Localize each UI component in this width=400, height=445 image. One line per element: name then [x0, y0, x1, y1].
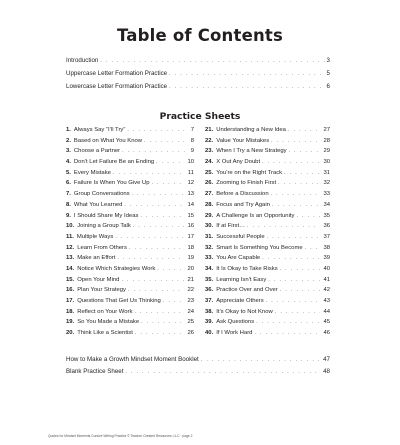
practice-sheet-page: 34 — [323, 201, 330, 208]
dot-leader — [144, 138, 188, 144]
practice-sheet-page: 39 — [323, 255, 330, 262]
dot-leader — [135, 330, 185, 336]
practice-sheet-label: Value Your Mistakes — [216, 137, 270, 144]
practice-sheet-entry[interactable] — [66, 277, 194, 288]
practice-sheet-entry[interactable] — [205, 287, 330, 298]
practice-sheet-page: 45 — [323, 319, 330, 326]
dot-leader — [305, 245, 321, 251]
practice-sheet-page: 20 — [187, 265, 194, 272]
practice-sheet-number: 25. — [205, 169, 214, 176]
practice-sheet-number: 33. — [205, 255, 214, 262]
practice-sheet-entry[interactable] — [66, 213, 194, 224]
practice-sheet-label: I Should Share My Ideas — [73, 212, 139, 219]
practice-sheet-label: It’s Okay to Not Know — [216, 308, 273, 315]
practice-sheets-right-column — [205, 127, 330, 341]
practice-sheet-entry[interactable] — [205, 266, 330, 277]
practice-sheet-entry[interactable] — [66, 309, 194, 320]
practice-sheet-number: 3. — [66, 148, 71, 155]
practice-sheet-page: 17 — [187, 233, 194, 240]
practice-sheet-number: 2. — [66, 137, 71, 144]
practice-sheet-page: 13 — [187, 191, 194, 198]
practice-sheet-number: 17. — [66, 298, 75, 304]
dot-leader — [280, 266, 321, 272]
practice-sheet-page: 12 — [187, 180, 194, 187]
practice-sheet-number: 19. — [66, 319, 75, 326]
practice-sheet-entry[interactable] — [205, 159, 330, 170]
practice-sheet-entry[interactable] — [205, 319, 330, 330]
toc-entry-label: Lowercase Letter Formation Practice — [66, 83, 168, 91]
practice-sheet-page: 15 — [187, 212, 194, 219]
practice-sheet-entry[interactable] — [205, 191, 330, 202]
practice-sheet-number: 20. — [66, 330, 75, 337]
practice-sheet-label: Zooming to Finish First — [216, 180, 277, 187]
practice-sheet-entry[interactable] — [66, 148, 194, 159]
practice-sheet-page: 46 — [323, 330, 330, 337]
practice-sheet-label: Before a Discussion — [216, 191, 269, 198]
practice-sheet-page: 31 — [323, 169, 330, 176]
dot-leader — [268, 277, 320, 283]
practice-sheet-number: 30. — [205, 223, 214, 230]
toc-entry[interactable] — [66, 356, 330, 368]
practice-sheet-number: 22. — [205, 137, 214, 144]
dot-leader — [296, 213, 320, 219]
practice-sheet-number: 16. — [66, 287, 75, 294]
toc-entry-page: 47 — [323, 356, 330, 363]
practice-sheet-label: If I Work Hard — [216, 330, 253, 337]
practice-sheet-page: 14 — [187, 201, 194, 208]
toc-entry-page: 48 — [323, 368, 330, 376]
practice-sheets-left-column — [66, 127, 194, 341]
practice-sheet-label: Group Conversations — [73, 191, 130, 198]
practice-sheet-page: 41 — [323, 276, 330, 283]
practice-sheet-number: 4. — [66, 159, 71, 166]
practice-sheet-label: Always Say “I’ll Try” — [73, 127, 126, 133]
dot-leader — [129, 245, 184, 251]
practice-sheet-entry[interactable] — [66, 330, 194, 341]
practice-sheet-entry[interactable] — [205, 255, 330, 266]
dot-leader — [254, 330, 320, 336]
dot-leader — [266, 298, 321, 304]
practice-sheet-number: 34. — [205, 265, 214, 272]
practice-sheet-label: Multiple Ways — [76, 233, 114, 240]
practice-sheet-entry[interactable] — [205, 309, 330, 320]
dot-leader — [271, 191, 321, 197]
toc-entry-label: Blank Practice Sheet — [66, 368, 124, 376]
practice-sheet-page: 19 — [187, 255, 194, 262]
practice-sheet-page: 35 — [323, 212, 330, 219]
toc-entry-page: 5 — [326, 70, 330, 78]
practice-sheet-label: Make an Effort — [77, 255, 116, 262]
practice-sheet-number: 12. — [66, 244, 75, 251]
practice-sheet-number: 8. — [66, 201, 71, 208]
dot-leader — [201, 357, 321, 363]
dot-leader — [288, 127, 320, 133]
practice-sheet-label: Understanding a New Idea — [216, 127, 286, 133]
toc-entry-page: 6 — [326, 83, 330, 91]
practice-sheet-number: 29. — [205, 212, 214, 219]
dot-leader — [140, 213, 184, 219]
practice-sheet-number: 35. — [205, 276, 214, 283]
practice-sheet-page: 18 — [187, 244, 194, 251]
practice-sheet-entry[interactable] — [66, 191, 194, 202]
practice-sheet-entry[interactable] — [205, 277, 330, 288]
practice-sheet-page: 44 — [323, 308, 330, 315]
practice-sheet-label: Questions That Get Us Thinking — [77, 298, 161, 304]
toc-entry[interactable] — [66, 83, 330, 96]
practice-sheet-label: Reflect on Your Work — [77, 308, 133, 315]
dot-leader — [156, 159, 184, 165]
practice-sheet-label: A Challenge Is an Opportunity — [216, 212, 295, 219]
dot-leader — [247, 223, 320, 229]
dot-leader — [289, 148, 321, 154]
practice-sheet-label: Smart Is Something You Become — [216, 244, 303, 251]
practice-sheet-number: 10. — [66, 223, 75, 230]
dot-leader — [121, 277, 184, 283]
practice-sheet-entry[interactable] — [205, 223, 330, 234]
practice-sheet-number: 23. — [205, 148, 214, 155]
end-contents-list — [66, 356, 330, 381]
practice-sheet-number: 24. — [205, 159, 214, 166]
intro-contents-list — [66, 57, 330, 97]
dot-leader — [152, 180, 185, 186]
practice-sheet-label: What You Learned — [73, 201, 123, 208]
practice-sheet-entry[interactable] — [205, 170, 330, 181]
practice-sheet-entry[interactable] — [66, 255, 194, 266]
practice-sheet-number: 18. — [66, 308, 75, 315]
dot-leader — [280, 287, 321, 293]
practice-sheet-label: Focus and Try Again — [216, 201, 270, 208]
practice-sheet-number: 27. — [205, 191, 214, 198]
dot-leader — [169, 71, 324, 77]
practice-sheet-number: 40. — [205, 330, 214, 337]
practice-sheet-label: When I Try a New Strategy — [216, 148, 287, 155]
practice-sheet-entry[interactable] — [66, 170, 194, 181]
practice-sheet-entry[interactable] — [66, 245, 194, 256]
practice-sheet-page: 23 — [187, 298, 194, 304]
practice-sheet-label: Practice Over and Over — [216, 287, 278, 294]
practice-sheet-entry[interactable] — [205, 245, 330, 256]
practice-sheet-entry[interactable] — [66, 298, 194, 309]
dot-leader — [124, 202, 184, 208]
practice-sheet-page: 40 — [323, 265, 330, 272]
dot-leader — [267, 234, 321, 240]
dot-leader — [115, 234, 184, 240]
dot-leader — [125, 369, 321, 375]
dot-leader — [163, 298, 185, 304]
practice-sheet-page: 21 — [187, 276, 194, 283]
practice-sheet-entry[interactable] — [66, 127, 194, 138]
practice-sheet-page: 9 — [190, 148, 194, 155]
practice-sheet-number: 26. — [205, 180, 214, 187]
practice-sheet-label: X Out Any Doubt — [216, 159, 261, 166]
practice-sheet-page: 33 — [323, 191, 330, 198]
practice-sheet-label: You’re on the Right Track — [216, 169, 283, 176]
practice-sheet-entry[interactable] — [66, 319, 194, 330]
practice-sheet-number: 11. — [66, 233, 74, 240]
practice-sheet-page: 22 — [187, 287, 194, 294]
practice-sheet-entry[interactable] — [66, 202, 194, 213]
practice-sheet-entry[interactable] — [205, 180, 330, 191]
practice-sheet-entry[interactable] — [205, 148, 330, 159]
dot-leader — [122, 148, 188, 154]
practice-sheet-entry[interactable] — [205, 213, 330, 224]
dot-leader — [133, 223, 185, 229]
practice-sheet-page: 25 — [187, 319, 194, 326]
practice-sheet-entry[interactable] — [66, 223, 194, 234]
practice-sheet-entry[interactable] — [205, 202, 330, 213]
practice-sheet-entry[interactable] — [205, 298, 330, 309]
practice-sheet-entry[interactable] — [66, 159, 194, 170]
practice-sheet-number: 1. — [66, 127, 71, 133]
practice-sheet-label: Based on What You Know — [73, 137, 143, 144]
practice-sheet-label: Think Like a Scientist — [77, 330, 133, 337]
practice-sheet-label: Choose a Partner — [73, 148, 121, 155]
dot-leader — [134, 309, 184, 315]
dot-leader — [278, 180, 320, 186]
dot-leader — [262, 159, 320, 165]
practice-sheet-number: 37. — [205, 298, 214, 304]
practice-sheet-page: 8 — [190, 137, 194, 144]
practice-sheet-page: 28 — [323, 137, 330, 144]
toc-entry[interactable] — [66, 70, 330, 83]
toc-entry-label: Introduction — [66, 57, 99, 64]
practice-sheet-page: 11 — [187, 169, 194, 176]
toc-entry-label: Uppercase Letter Formation Practice — [66, 70, 168, 78]
practice-sheet-label: Plan Your Strategy — [77, 287, 126, 294]
dot-leader — [256, 319, 320, 325]
practice-sheet-page: 24 — [187, 308, 194, 315]
page-footer: Quotes for Mindset Moments Cursive Writing Practice © Teacher Created Resources, LLC · page 2 — [48, 434, 193, 438]
dot-leader — [127, 127, 187, 133]
practice-sheet-page: 42 — [323, 287, 330, 294]
practice-sheet-page: 32 — [323, 180, 330, 187]
practice-sheet-number: 9. — [66, 212, 71, 219]
practice-sheet-label: Failure Is When You Give Up — [73, 180, 150, 187]
dot-leader — [128, 287, 184, 293]
dot-leader — [272, 202, 321, 208]
dot-leader — [262, 255, 320, 261]
practice-sheet-label: Open Your Mind — [77, 276, 120, 283]
practice-sheet-number: 36. — [205, 287, 214, 294]
practice-sheet-page: 43 — [323, 298, 330, 304]
practice-sheet-entry[interactable] — [205, 138, 330, 149]
practice-sheet-number: 32. — [205, 244, 214, 251]
dot-leader — [284, 170, 320, 176]
dot-leader — [113, 170, 185, 176]
practice-sheet-page: 16 — [187, 223, 194, 230]
practice-sheet-label: You Are Capable — [216, 255, 261, 262]
dot-leader — [141, 319, 184, 325]
practice-sheet-number: 28. — [205, 201, 214, 208]
dot-leader — [117, 255, 184, 261]
practice-sheet-number: 13. — [66, 255, 75, 262]
practice-sheet-label: Ask Questions — [216, 319, 255, 326]
practice-sheet-page: 7 — [190, 127, 194, 133]
dot-leader — [100, 58, 324, 64]
practice-sheet-label: Joining a Group Talk — [77, 223, 131, 230]
practice-sheet-entry[interactable] — [66, 287, 194, 298]
practice-sheet-label: So You Made a Mistake — [77, 319, 140, 326]
practice-sheet-page: 27 — [323, 127, 330, 133]
practice-sheet-label: Learn From Others — [77, 244, 127, 251]
practice-sheet-page: 30 — [323, 159, 330, 166]
dot-leader — [169, 84, 324, 90]
dot-leader — [157, 266, 184, 272]
dot-leader — [275, 309, 321, 315]
toc-entry-page: 3 — [326, 57, 330, 64]
practice-sheet-number: 5. — [66, 169, 71, 176]
practice-sheet-number: 39. — [205, 319, 214, 326]
practice-sheet-number: 7. — [66, 191, 71, 198]
practice-sheet-number: 31. — [205, 233, 214, 240]
practice-sheet-entry[interactable] — [205, 330, 330, 341]
practice-sheet-entry[interactable] — [66, 266, 194, 277]
practice-sheet-page: 36 — [323, 223, 330, 230]
toc-entry[interactable] — [66, 57, 330, 70]
practice-sheet-page: 38 — [323, 244, 330, 251]
practice-sheet-entry[interactable] — [66, 138, 194, 149]
dot-leader — [132, 191, 185, 197]
practice-sheet-number: 15. — [66, 276, 75, 283]
page-title: Table of Contents — [116, 26, 284, 45]
practice-sheet-label: Every Mistake — [73, 169, 111, 176]
practice-sheets-heading: Practice Sheets — [159, 111, 241, 122]
practice-sheet-page: 10 — [187, 159, 194, 166]
practice-sheet-label: It Is Okay to Take Risks — [216, 265, 278, 272]
toc-entry-label: How to Make a Growth Mindset Moment Booklet — [66, 356, 199, 363]
practice-sheet-page: 26 — [187, 330, 194, 337]
practice-sheet-entry[interactable] — [205, 127, 330, 138]
practice-sheet-label: Notice Which Strategies Work — [77, 265, 156, 272]
toc-entry[interactable] — [66, 368, 330, 380]
practice-sheet-number: 21. — [205, 127, 214, 133]
practice-sheet-label: Appreciate Others — [216, 298, 264, 304]
practice-sheet-entry[interactable] — [205, 234, 330, 245]
practice-sheet-label: Don’t Let Failure Be an Ending — [73, 159, 155, 166]
practice-sheet-number: 6. — [66, 180, 71, 187]
practice-sheet-label: Learning Isn’t Easy — [216, 276, 267, 283]
dot-leader — [271, 138, 320, 144]
practice-sheet-number: 14. — [66, 265, 75, 272]
practice-sheet-page: 37 — [323, 233, 330, 240]
practice-sheet-entry[interactable] — [66, 180, 194, 191]
practice-sheet-label: If at First… — [216, 223, 246, 230]
practice-sheet-page: 29 — [323, 148, 330, 155]
practice-sheet-entry[interactable] — [66, 234, 194, 245]
practice-sheet-number: 38. — [205, 308, 214, 315]
practice-sheet-label: Successful People — [216, 233, 265, 240]
